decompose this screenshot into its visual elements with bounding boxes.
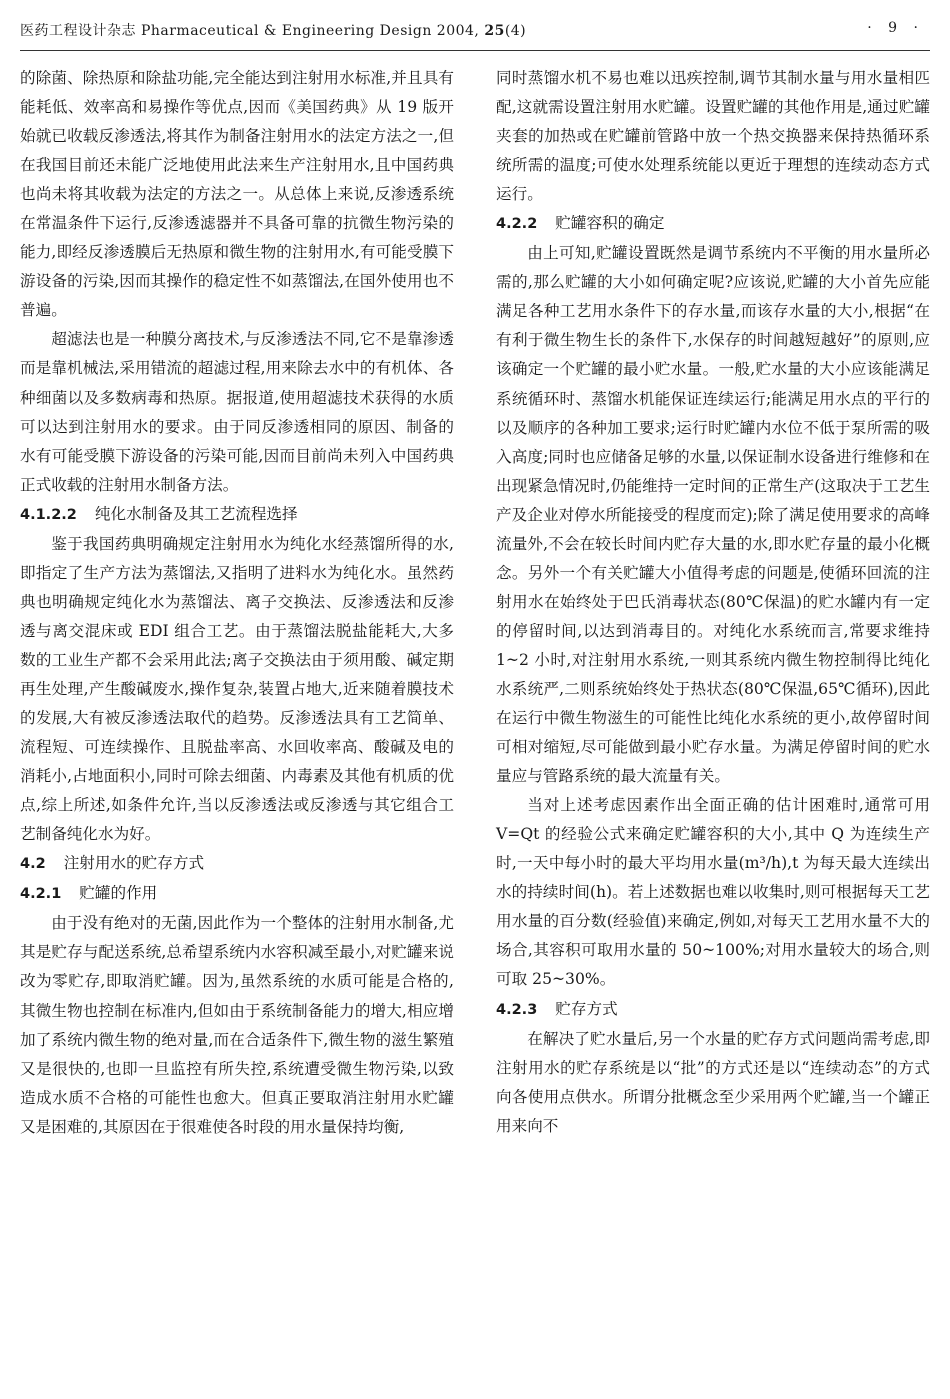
paragraph: 超滤法也是一种膜分离技术,与反渗透法不同,它不是靠渗透而是靠机械法,采用错流的超滤过程,用来除去水中的有机体、各种细菌以及多数病毒和热原。据报道,使用超滤技术获得的水质可以达到注射用水的要求。由于同反渗透相同的原因、制备的水有可能受膜下游设备的污染可能,因而目前尚未列入中国药典正式收载的注射用水制备方法。: [20, 330, 454, 494]
journal-citation: [20, 20, 526, 40]
section-title: 贮存方式: [555, 999, 618, 1018]
section-title: 注射用水的贮存方式: [63, 854, 205, 873]
section-number: 4.2.1: [20, 886, 62, 903]
section-heading-4-2-1: [20, 879, 454, 909]
page-number: · 9 ·: [867, 20, 924, 36]
paragraph: 当对上述考虑因素作出全面正确的估计困难时,通常可用 V=Qt 的经验公式来确定贮罐容积的大小,其中 Q 为连续生产时,一天中每小时的最大平均用水量(m³/h),t 为每天最大连续出水的持续时间(h)。若上述数据也难以收集时,则可根据每天工艺用水量的百分数(经验值)来确定,例如,对每天工艺用水量不大的场合,其容积可取用水量的 50~100%;对用水量较大的场合,则可取 25~30%。: [496, 796, 930, 989]
section-heading-4-1-2-2: [20, 500, 454, 530]
section-title: 贮罐容积的确定: [555, 214, 665, 233]
paragraph: 由于没有绝对的无菌,因此作为一个整体的注射用水制备,尤其是贮存与配送系统,总希望系统内水容积减至最小,对贮罐来说改为零贮存,即取消贮罐。因为,虽然系统的水质可能是合格的,其微生物也控制在标准内,但如由于系统制备能力的增大,相应增加了系统内微生物的绝对量,而在合适条件下,微生物的滋生繁殖又是很快的,也即一旦监控有所失控,系统遭受微生物污染,以致造成水质不合格的可能性也愈大。但真正要取消注射用水贮罐又是困难的,其原因在于很难使各时段的用水量保持均衡,: [20, 914, 454, 1136]
section-heading-4-2-2: [496, 209, 930, 239]
journal-name: 医药工程设计杂志 Pharmaceutical & Engineering Design 2004,: [20, 23, 480, 39]
paragraph: 由上可知,贮罐设置既然是调节系统内不平衡的用水量所必需的,那么贮罐的大小如何确定呢?应该说,贮罐的大小首先应能满足各种工艺用水条件下的存水量,而该存水量的大小,根据“在有利于微生物生长的条件下,水保存的时间越短越好”的原则,应该确定一个贮罐的最小贮水量。一般,贮水量的大小应该能满足系统循环时、蒸馏水机能保证连续运行;能满足用水点的平行的以及顺序的各种加工要求;运行时贮罐内水位不低于泵所需的吸入高度;同时也应储备足够的水量,以保证制水设备进行维修和在出现紧急情况时,仍能维持一定时间的正常生产(这取决于工艺生产及企业对停水所能接受的程度而定);除了满足使用要求的高峰流量外,不会在较长时间内贮存大量的水,即水贮存量的最小化概念。另外一个有关贮罐大小值得考虑的问题是,使循环回流的注射用水在始终处于巴氏消毒状态(80℃保温)的贮水罐内有一定的停留时间,以达到消毒目的。对纯化水系统而言,常要求维持 1~2 小时,对注射用水系统,一则其系统内微生物控制得比纯化水系统严,二则系统始终处于热状态(80℃保温,65℃循环),因此在运行中微生物滋生的可能性比纯化水系统的更小,故停留时间可相对缩短,尽可能做到最小贮存水量。为满足停留时间的贮水量应与管路系统的最大流量有关。: [496, 244, 930, 786]
section-number: 4.1.2.2: [20, 506, 77, 523]
section-number: 4.2.2: [496, 216, 538, 233]
paragraph: 在解决了贮水量后,另一个水量的贮存方式问题尚需考虑,即注射用水的贮存系统是以“批”的方式还是以“连续动态”的方式向各使用点供水。所谓分批概念至少采用两个贮罐,当一个罐正用来向不: [496, 1029, 930, 1135]
paragraph: 鉴于我国药典明确规定注射用水为纯化水经蒸馏所得的水,即指定了生产方法为蒸馏法,又指明了进料水为纯化水。虽然药典也明确规定纯化水为蒸馏法、离子交换法、反渗透法和反渗透与离交混床或 EDI 组合工艺。由于蒸馏法脱盐能耗大,大多数的工业生产都不会采用此法;离子交换法由于须用酸、碱定期再生处理,产生酸碱废水,操作复杂,装置占地大,近来随着膜技术的发展,大有被反渗透法取代的趋势。反渗透法具有工艺简单、流程短、可连续操作、且脱盐率高、水回收率高、酸碱及电的消耗小,占地面积小,同时可除去细菌、内毒素及其他有机质的优点,综上所述,如条件允许,当以反渗透法或反渗透与其它组合工艺制备纯化水为好。: [20, 534, 454, 844]
paragraph: 同时蒸馏水机不易也难以迅疾控制,调节其制水量与用水量相匹配,这就需设置注射用水贮罐。设置贮罐的其他作用是,通过贮罐夹套的加热或在贮罐前管路中放一个热交换器来保持热循环系统所需的温度;可使水处理系统能以更近于理想的连续动态方式运行。: [496, 69, 930, 204]
paragraph: 的除菌、除热原和除盐功能,完全能达到注射用水标准,并且具有能耗低、效率高和易操作等优点,因而《美国药典》从 19 版开始就已收载反渗透法,将其作为制备注射用水的法定方法之一,但在我国目前还未能广泛地使用此法来生产注射用水,且中国药典也尚未将其收载为法定的方法之一。从总体上来说,反渗透系统在常温条件下运行,反渗透滤器并不具备可靠的抗微生物污染的能力,即经反渗透膜后无热原和微生物的注射用水,有可能受膜下游设备的污染,因而其操作的稳定性不如蒸馏法,在国外使用也不普遍。: [20, 69, 454, 320]
section-heading-4-2: [20, 849, 454, 879]
journal-volume: 25: [484, 23, 505, 39]
section-title: 纯化水制备及其工艺流程选择: [94, 504, 298, 523]
section-number: 4.2: [20, 856, 46, 873]
right-column: [496, 64, 930, 1141]
section-number: 4.2.3: [496, 1001, 538, 1018]
journal-issue: (4): [504, 23, 527, 39]
section-heading-4-2-3: [496, 995, 930, 1025]
section-title: 贮罐的作用: [79, 884, 158, 903]
running-header: [20, 20, 930, 51]
left-column: [20, 64, 454, 1142]
